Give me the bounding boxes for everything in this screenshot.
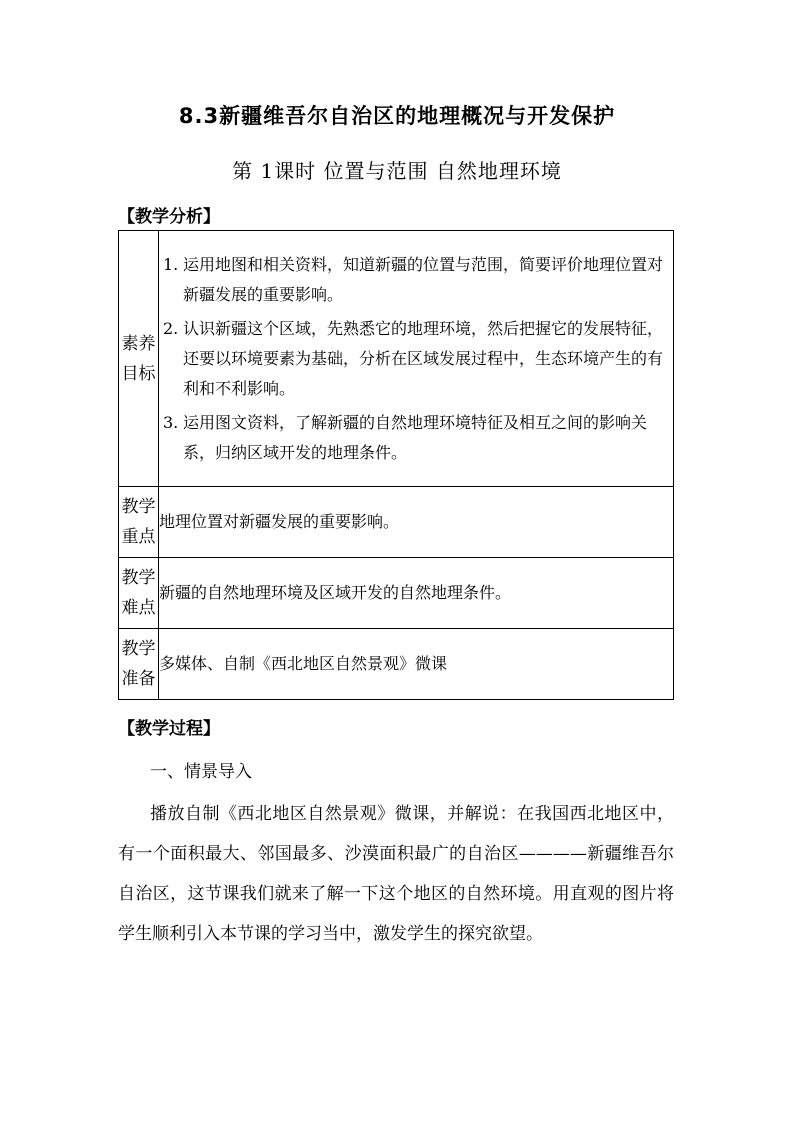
goal-text: 运用图文资料，了解新疆的自然地理环境特征及相互之间的影响关系，归纳区域开发的地理条件。: [183, 412, 648, 462]
table-row-literacy-goals: [119, 231, 674, 487]
document-title: 8.3新疆维吾尔自治区的地理概况与开发保护: [178, 104, 616, 128]
intro-paragraph: 播放自制《西北地区自然景观》微课，并解说：在我国西北地区中，有一个面积最大、邻国最多、沙漠面积最广的自治区————新疆维吾尔自治区，这节课我们就来了解一下这个地区的自然环境。用直观的图片将学生顺利引入本节课的学习当中，激发学生的探究欲望。: [118, 804, 674, 944]
row-label-line: 教学: [121, 568, 156, 588]
goal-number: 1.: [163, 254, 179, 274]
goal-number: 2.: [163, 318, 179, 338]
row-label-difficulties: [119, 558, 159, 629]
row-label-line: 难点: [121, 598, 156, 618]
goal-item: [159, 408, 673, 468]
row-label-line: 素养: [121, 333, 156, 354]
preparation-content: 多媒体、自制《西北地区自然景观》微课: [159, 629, 674, 700]
row-label-key-points: [119, 487, 159, 558]
teaching-analysis-table: [118, 230, 674, 700]
table-row-key-points: [119, 487, 674, 558]
goal-text: 认识新疆这个区域，先熟悉它的地理环境，然后把握它的发展特征，还要以环境要素为基础，分析在区域发展过程中，生态环境产生的有利和不利影响。: [183, 318, 664, 398]
row-label-line: 重点: [121, 527, 156, 547]
goal-number: 3.: [163, 412, 179, 432]
row-label-preparation: [119, 629, 159, 700]
key-points-content: 地理位置对新疆发展的重要影响。: [159, 487, 674, 558]
row-label-line: 目标: [121, 363, 156, 384]
lesson-subtitle: 第 1课时 位置与范围 自然地理环境: [232, 159, 562, 183]
goal-text: 运用地图和相关资料，知道新疆的位置与范围，简要评价地理位置对新疆发展的重要影响。: [183, 254, 664, 304]
teaching-analysis-heading: 【教学分析】: [118, 207, 220, 227]
row-label-line: 教学: [121, 497, 156, 517]
row-label-literacy-goals: [119, 231, 159, 487]
difficulties-content: 新疆的自然地理环境及区域开发的自然地理条件。: [159, 558, 674, 629]
row-label-line: 教学: [121, 639, 156, 659]
table-row-preparation: [119, 629, 674, 700]
table-row-difficulties: [119, 558, 674, 629]
intro-section-heading: 一、情景导入: [150, 762, 252, 782]
literacy-goals-content: [159, 231, 674, 487]
teaching-process-heading: 【教学过程】: [118, 719, 220, 739]
goal-item: [159, 250, 673, 310]
goal-item: [159, 314, 673, 404]
row-label-line: 准备: [121, 669, 156, 689]
